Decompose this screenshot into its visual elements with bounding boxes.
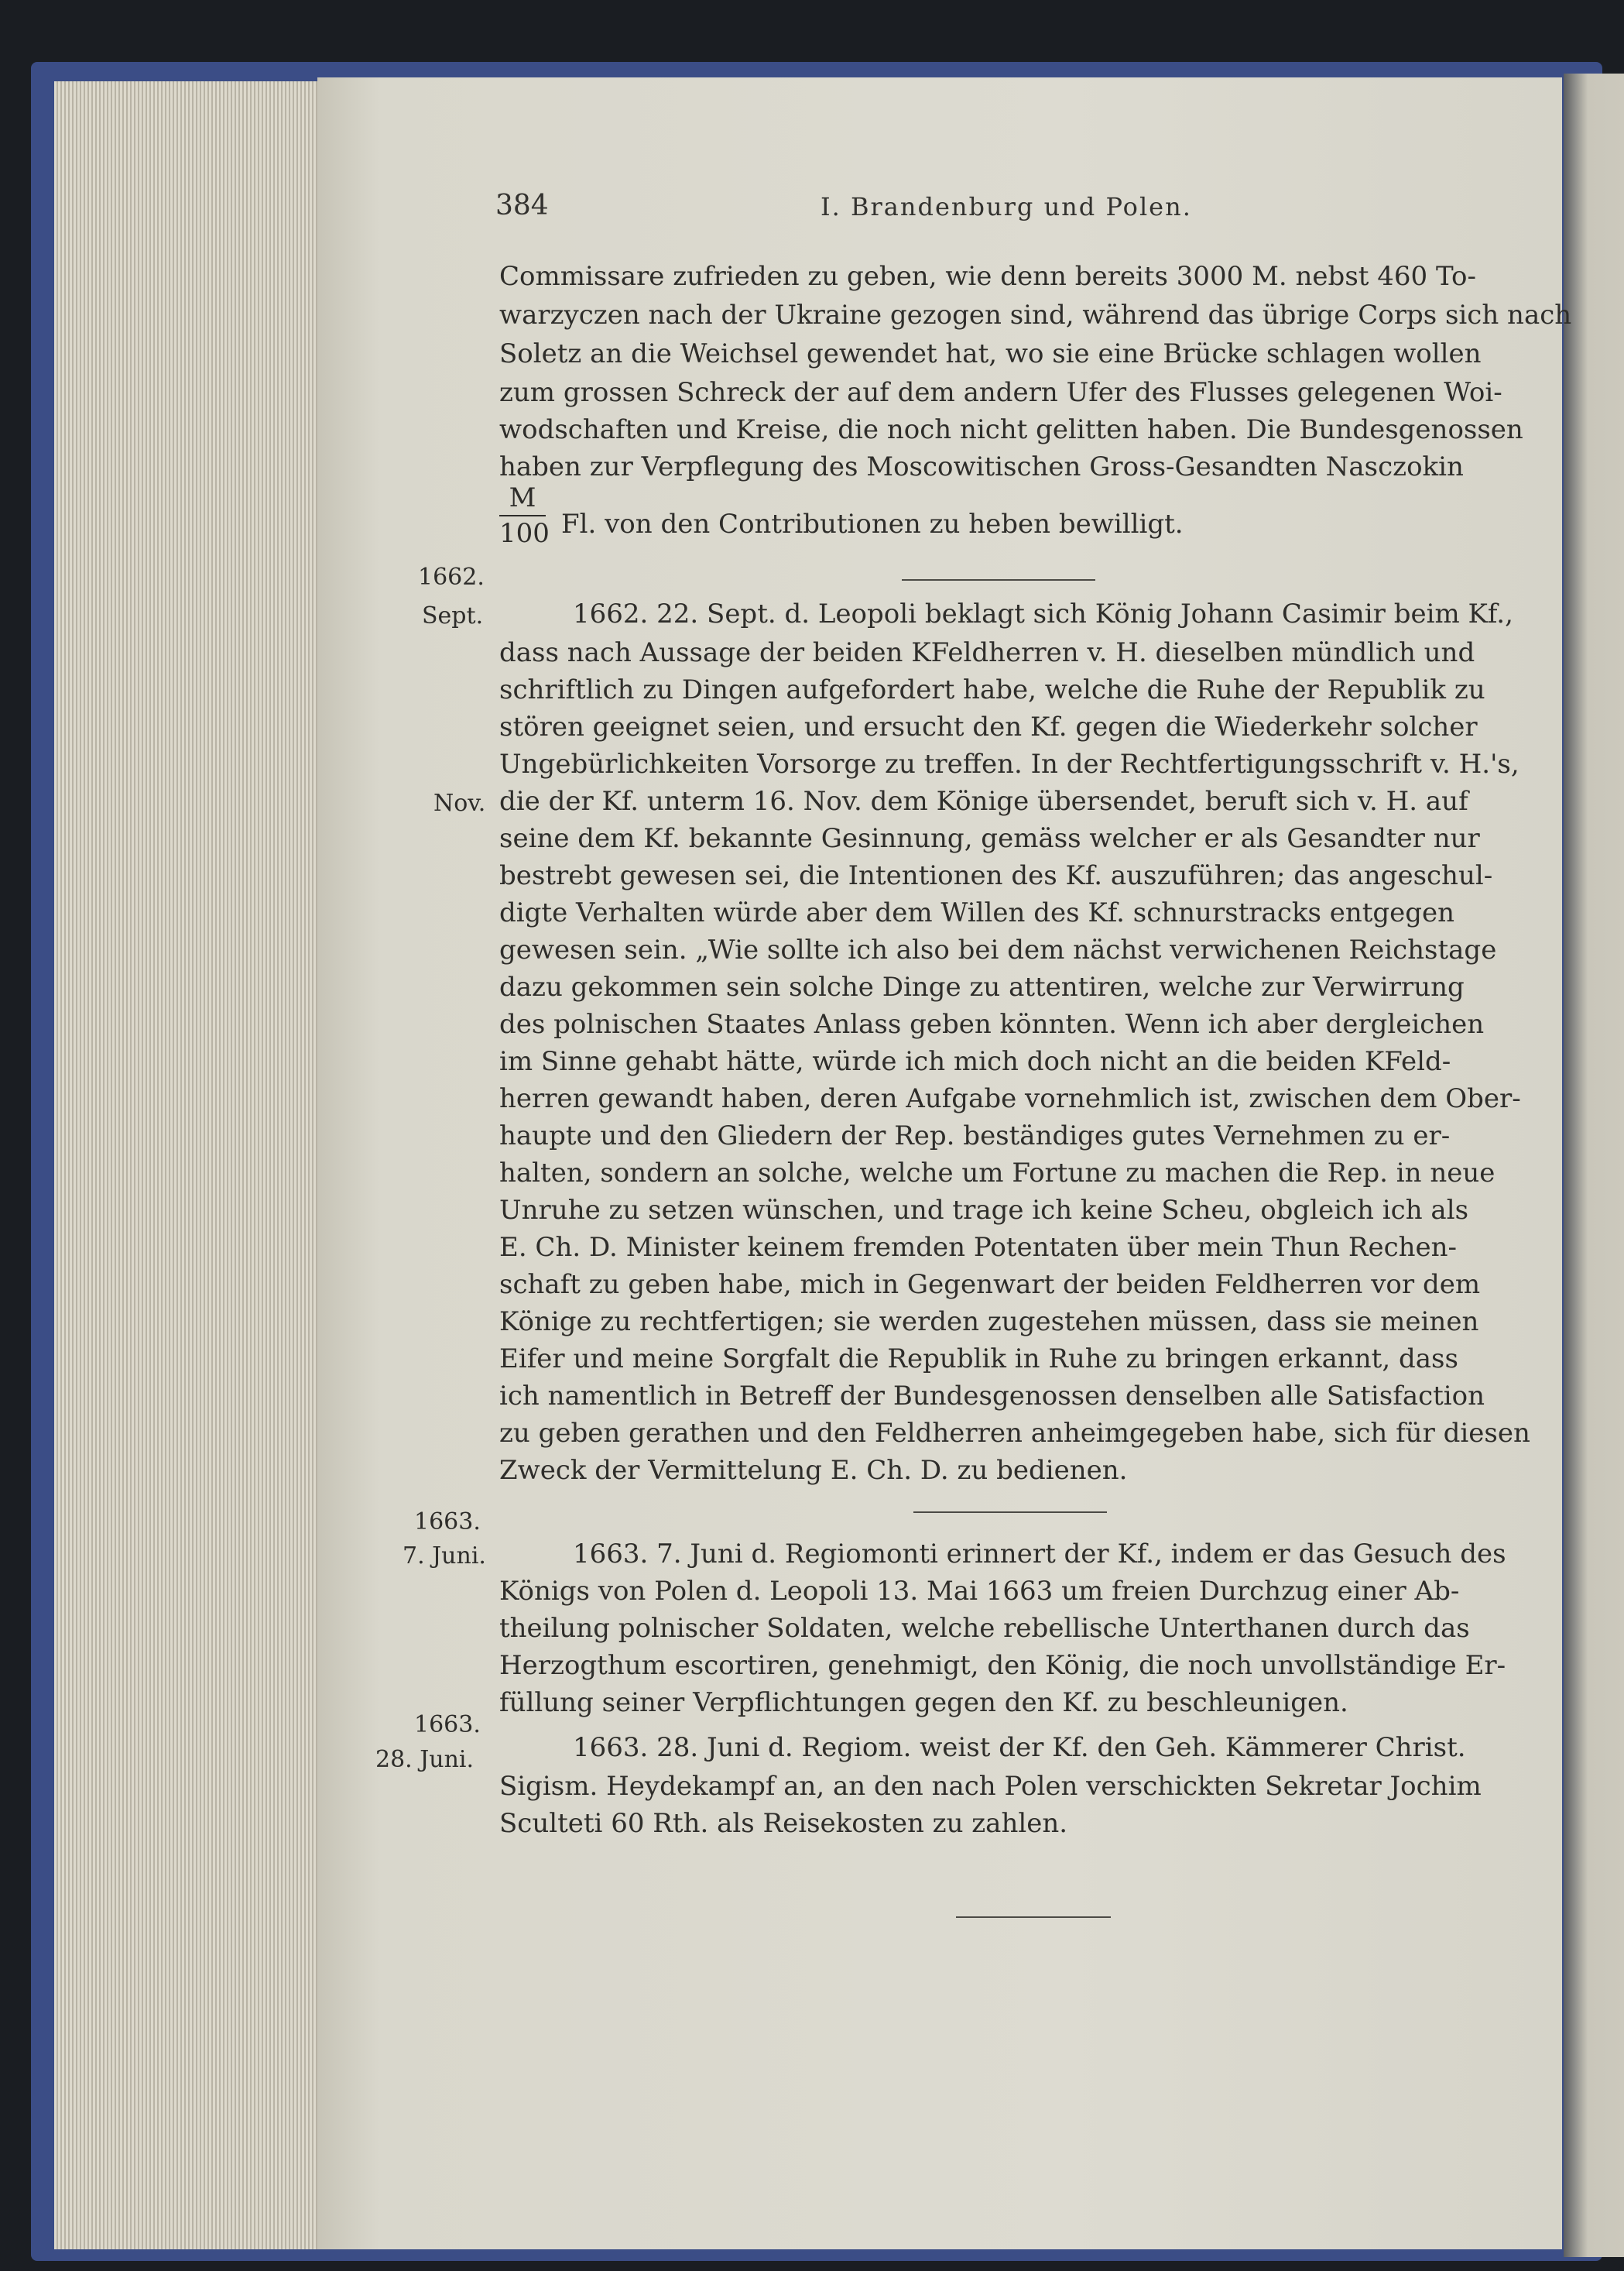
text-line: schaft zu geben habe, mich in Gegenwart der beiden Feldherren vor dem	[499, 1269, 1481, 1300]
margin-year: 1662.	[418, 564, 485, 591]
text-line: 1663. 7. Juni d. Regiomonti erinnert der Kf., indem er das Gesuch des	[573, 1539, 1506, 1569]
text-line: zu geben gerathen und den Feldherren anheimgegeben habe, sich für diesen	[499, 1418, 1530, 1449]
margin-year: 1663.	[414, 1508, 481, 1535]
text-line: Ungebürlichkeiten Vorsorge zu treffen. In der Rechtfertigungsschrift v. H.'s,	[499, 749, 1520, 780]
fraction-bar	[499, 515, 546, 516]
end-rule	[956, 1916, 1111, 1918]
facing-page-edge	[1564, 74, 1624, 2257]
fraction-denominator: 100	[499, 518, 550, 549]
text-line: des polnischen Staates Anlass geben könnten. Wenn ich aber dergleichen	[499, 1009, 1485, 1040]
text-line: Herzogthum escortiren, genehmigt, den König, die noch unvollständige Er-	[499, 1650, 1506, 1681]
text-line: die der Kf. unterm 16. Nov. dem Könige übersendet, beruft sich v. H. auf	[499, 786, 1468, 817]
text-line: Commissare zufrieden zu geben, wie denn bereits 3000 M. nebst 460 To-	[499, 261, 1476, 292]
text-line: Königs von Polen d. Leopoli 13. Mai 1663 um freien Durchzug einer Ab-	[499, 1576, 1460, 1607]
text-line: Sigism. Heydekampf an, an den nach Polen verschickten Sekretar Jochim	[499, 1771, 1482, 1802]
text-line: 1663. 28. Juni d. Regiom. weist der Kf. den Geh. Kämmerer Christ.	[573, 1732, 1466, 1763]
text-line: haupte und den Gliedern der Rep. beständiges gutes Vernehmen zu er-	[499, 1120, 1451, 1151]
text-line: gewesen sein. „Wie sollte ich also bei dem nächst verwichenen Reichstage	[499, 935, 1497, 966]
text-line: dazu gekommen sein solche Dinge zu attentiren, welche zur Verwirrung	[499, 972, 1465, 1003]
section-rule	[902, 579, 1095, 581]
text-line: theilung polnischer Soldaten, welche rebellische Unterthanen durch das	[499, 1613, 1470, 1644]
text-line: Fl. von den Contributionen zu heben bewilligt.	[561, 509, 1184, 540]
text-line: herren gewandt haben, deren Aufgabe vornehmlich ist, zwischen dem Ober-	[499, 1083, 1521, 1114]
text-line: 1662. 22. Sept. d. Leopoli beklagt sich König Johann Casimir beim Kf.,	[573, 599, 1513, 629]
text-line: digte Verhalten würde aber dem Willen des Kf. schnurstracks entgegen	[499, 897, 1455, 928]
text-line: Eifer und meine Sorgfalt die Republik in Ruhe zu bringen erkannt, dass	[499, 1343, 1458, 1374]
text-line: seine dem Kf. bekannte Gesinnung, gemäss welcher er als Gesandter nur	[499, 823, 1480, 854]
text-line: halten, sondern an solche, welche um Fortune zu machen die Rep. in neue	[499, 1158, 1496, 1189]
text-line: haben zur Verpflegung des Moscowitischen Gross-Gesandten Nasczokin	[499, 451, 1464, 482]
text-line: zum grossen Schreck der auf dem andern Ufer des Flusses gelegenen Woi-	[499, 377, 1502, 408]
text-line: warzyczen nach der Ukraine gezogen sind, während das übrige Corps sich nach	[499, 300, 1572, 331]
text-line: ich namentlich in Betreff der Bundesgenossen denselben alle Satisfaction	[499, 1381, 1485, 1412]
text-line: Sculteti 60 Rth. als Reisekosten zu zahlen.	[499, 1808, 1068, 1839]
fraction	[499, 482, 550, 549]
text-line: wodschaften und Kreise, die noch nicht gelitten haben. Die Bundesgenossen	[499, 414, 1523, 445]
text-line: Soletz an die Weichsel gewendet hat, wo sie eine Brücke schlagen wollen	[499, 338, 1482, 369]
text-line: E. Ch. D. Minister keinem fremden Potentaten über mein Thun Rechen-	[499, 1232, 1458, 1263]
section-rule	[913, 1511, 1107, 1513]
margin-date: 28. Juni.	[375, 1746, 475, 1773]
margin-month: Sept.	[422, 602, 484, 629]
page-number: 384	[495, 190, 549, 221]
text-line: schriftlich zu Dingen aufgefordert habe, welche die Ruhe der Republik zu	[499, 674, 1485, 705]
page-edges	[54, 81, 321, 2249]
text-line: bestrebt gewesen sei, die Intentionen des Kf. auszuführen; das angeschul-	[499, 860, 1493, 891]
margin-date: 7. Juni.	[403, 1542, 486, 1569]
text-line: Zweck der Vermittelung E. Ch. D. zu bedienen.	[499, 1455, 1128, 1486]
text-line: Unruhe zu setzen wünschen, und trage ich keine Scheu, obgleich ich als	[499, 1195, 1469, 1226]
fraction-numerator: M	[509, 482, 536, 513]
margin-year: 1663.	[414, 1711, 481, 1738]
text-line: dass nach Aussage der beiden KFeldherren v. H. dieselben mündlich und	[499, 637, 1475, 668]
running-title: I. Brandenburg und Polen.	[821, 192, 1192, 221]
text-line: füllung seiner Verpflichtungen gegen den Kf. zu beschleunigen.	[499, 1687, 1348, 1718]
text-line: Könige zu rechtfertigen; sie werden zugestehen müssen, dass sie meinen	[499, 1306, 1479, 1337]
text-line: im Sinne gehabt hätte, würde ich mich doch nicht an die beiden KFeld-	[499, 1046, 1451, 1077]
margin-month: Nov.	[433, 790, 486, 817]
text-line: stören geeignet seien, und ersucht den Kf. gegen die Wiederkehr solcher	[499, 712, 1478, 743]
